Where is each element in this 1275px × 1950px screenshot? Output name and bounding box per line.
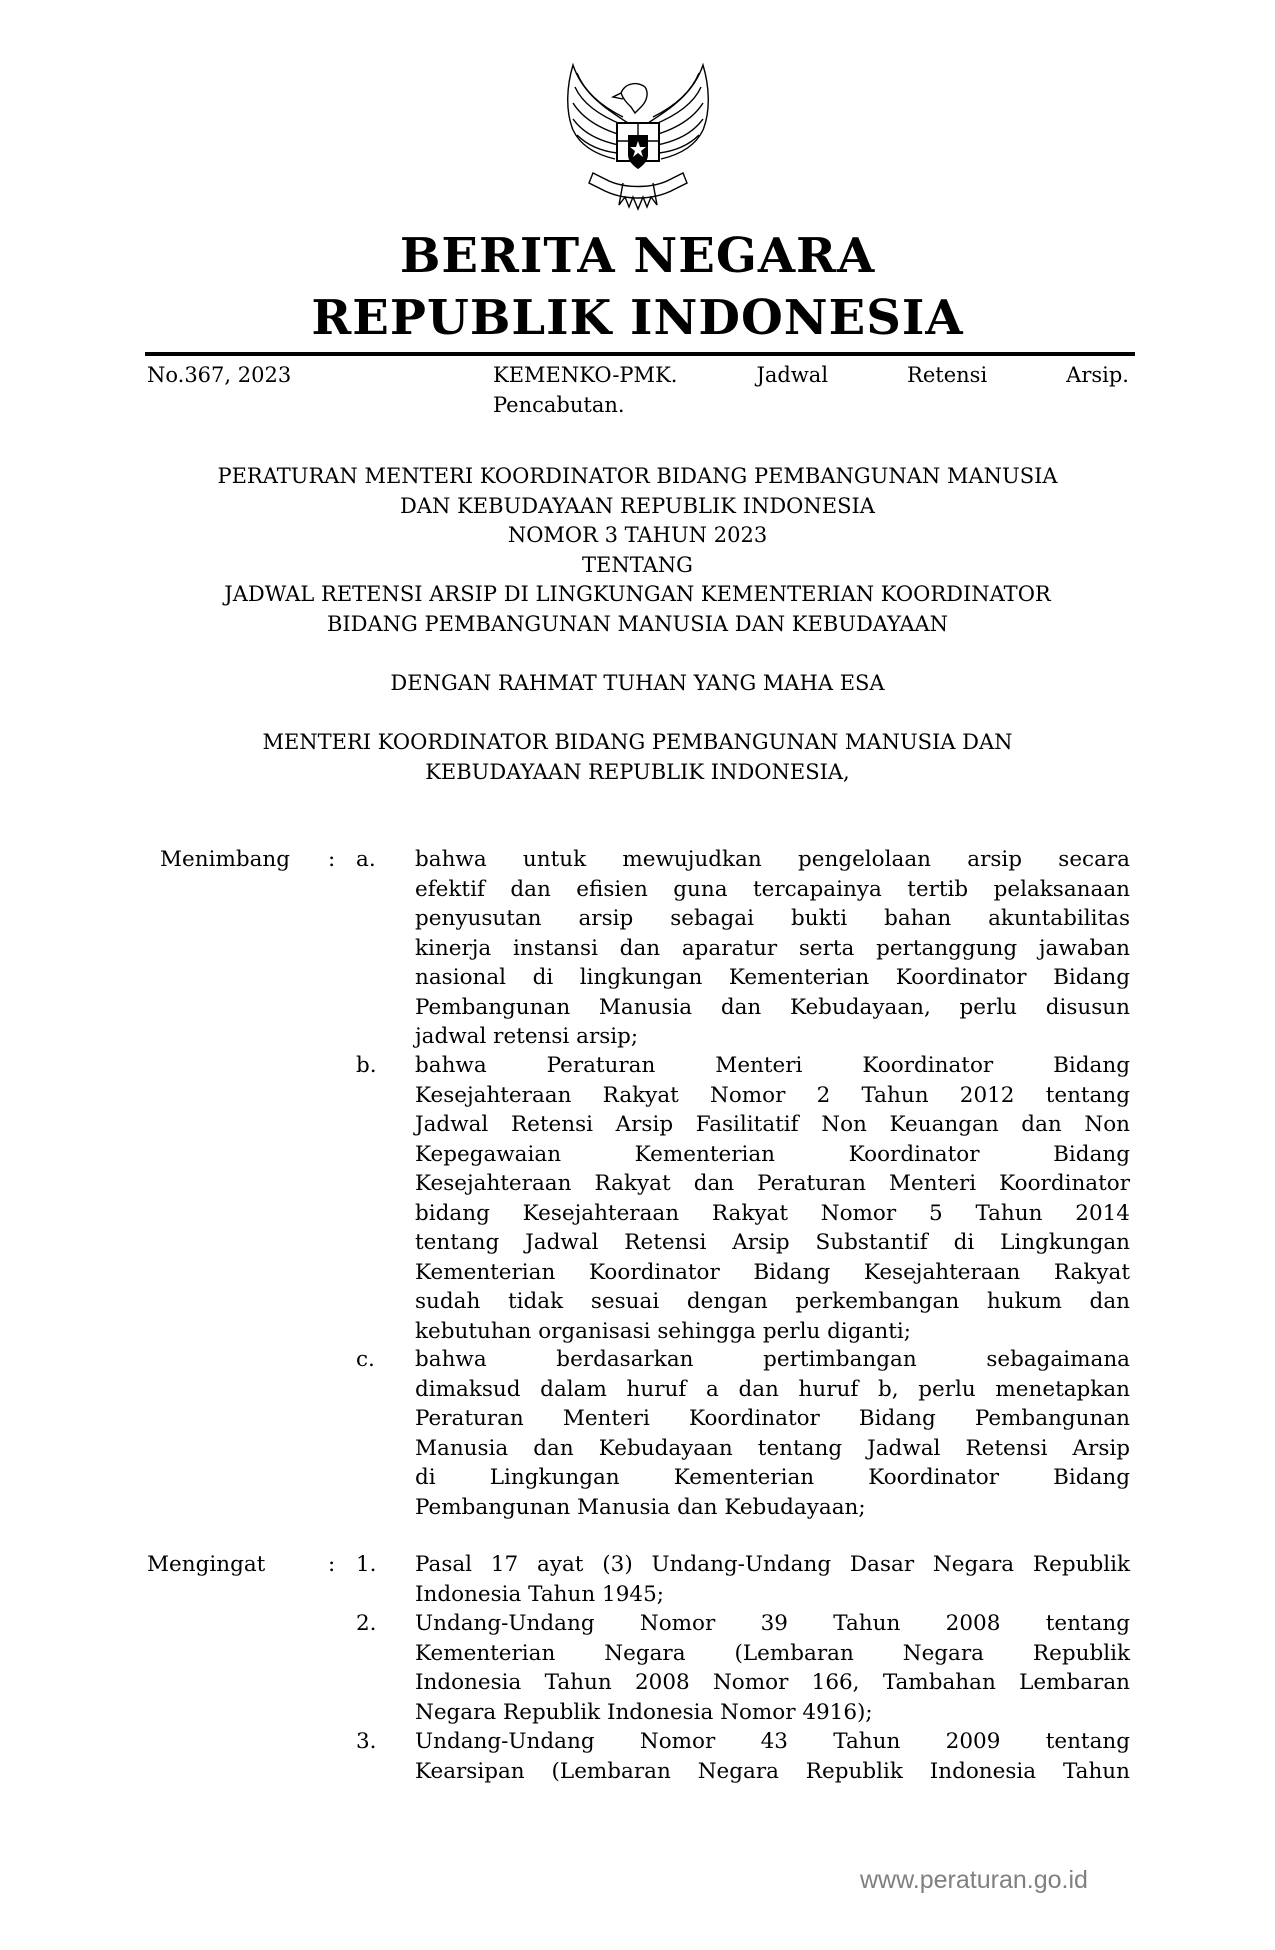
text-line: Kearsipan (Lembaran Negara Republik Indonesia Tahun [415, 1758, 1130, 1784]
garuda-emblem [553, 55, 723, 215]
text-line: Indonesia Tahun 1945; [415, 1581, 665, 1607]
text-line: Kesejahteraan Rakyat Nomor 2 Tahun 2012 tentang [415, 1082, 1130, 1108]
text-line: bahwa Peraturan Menteri Koordinator Bidang [415, 1053, 1130, 1078]
masthead-line-1: BERITA NEGARA [399, 228, 876, 284]
text-line: bidang Kesejahteraan Rakyat Nomor 5 Tahun 2014 [415, 1200, 1130, 1226]
text-line: Indonesia Tahun 2008 Nomor 166, Tambahan Lembaran [415, 1670, 1130, 1695]
title-line: DAN KEBUDAYAAN REPUBLIK INDONESIA [400, 493, 875, 518]
text-line: Peraturan Menteri Koordinator Bidang Pembangunan [415, 1406, 1130, 1431]
text-line: kebutuhan organisasi sehingga perlu diganti; [415, 1318, 911, 1344]
gazette-subject [493, 360, 1129, 420]
item-marker: 1. [356, 1552, 377, 1577]
item-marker: a. [356, 847, 376, 872]
text-line: bahwa untuk mewujudkan pengelolaan arsip secara [415, 847, 1130, 872]
minister-line: KEBUDAYAAN REPUBLIK INDONESIA, [425, 759, 850, 784]
footer-website-link[interactable]: www.peraturan.go.id [860, 1866, 1088, 1894]
masthead-rule-divider [145, 352, 1135, 356]
item-text [415, 1550, 1130, 1609]
text-line: nasional di lingkungan Kementerian Koordinator Bidang [415, 965, 1130, 990]
text-line: Pasal 17 ayat (3) Undang-Undang Dasar Negara Republik [415, 1552, 1130, 1577]
menimbang-label: Menimbang [160, 847, 291, 872]
text-line: jadwal retensi arsip; [415, 1024, 639, 1049]
text-line: sudah tidak sesuai dengan perkembangan hukum dan [415, 1289, 1130, 1314]
text-line: Undang-Undang Nomor 39 Tahun 2008 tentang [415, 1611, 1130, 1636]
masthead-line-2: REPUBLIK INDONESIA [311, 290, 964, 346]
title-line: JADWAL RETENSI ARSIP DI LINGKUNGAN KEMENTERIAN KOORDINATOR [224, 582, 1051, 606]
item-text [415, 1345, 1130, 1522]
subject-word: Arsip. [1066, 363, 1129, 387]
text-line: bahwa berdasarkan pertimbangan sebagaimana [415, 1347, 1130, 1372]
regulation-title [0, 462, 1275, 639]
title-line: TENTANG [582, 552, 693, 577]
text-line: Jadwal Retensi Arsip Fasilitatif Non Keuangan dan Non [415, 1112, 1130, 1137]
text-line: Pembangunan Manusia dan Kebudayaan, perlu disusun [415, 994, 1130, 1020]
text-line: Kepegawaian Kementerian Koordinator Bidang [415, 1141, 1130, 1167]
text-line: Pembangunan Manusia dan Kebudayaan; [415, 1494, 866, 1520]
minister-heading [0, 728, 1275, 787]
item-text [415, 1727, 1130, 1786]
text-line: efektif dan efisien guna tercapainya tertib pelaksanaan [415, 876, 1130, 902]
gazette-subject-line-2: Pencabutan. [493, 393, 625, 417]
text-line: Kesejahteraan Rakyat dan Peraturan Menteri Koordinator [415, 1171, 1130, 1196]
text-line: dimaksud dalam huruf a dan huruf b, perlu menetapkan [415, 1376, 1130, 1402]
text-line: Undang-Undang Nomor 43 Tahun 2009 tentang [415, 1729, 1130, 1754]
item-marker: c. [356, 1347, 375, 1372]
text-line: Kementerian Negara (Lembaran Negara Republik [415, 1640, 1130, 1666]
blessing-line: DENGAN RAHMAT TUHAN YANG MAHA ESA [390, 671, 885, 695]
item-marker: 2. [356, 1611, 377, 1636]
menimbang-colon: : [328, 847, 336, 872]
item-text [415, 1609, 1130, 1727]
text-line: penyusutan arsip sebagai bukti bahan akuntabilitas [415, 906, 1130, 931]
subject-word: KEMENKO-PMK. [493, 363, 678, 387]
item-text [415, 1051, 1130, 1346]
item-marker: b. [356, 1053, 377, 1078]
text-line: Negara Republik Indonesia Nomor 4916); [415, 1699, 873, 1725]
item-marker: 3. [356, 1729, 377, 1754]
title-line: NOMOR 3 TAHUN 2023 [507, 523, 768, 547]
mengingat-label: Mengingat [147, 1552, 266, 1577]
text-line: tentang Jadwal Retensi Arsip Substantif di Lingkungan [415, 1230, 1130, 1255]
title-line: BIDANG PEMBANGUNAN MANUSIA DAN KEBUDAYAAN [326, 611, 949, 636]
subject-word: Jadwal [756, 363, 829, 387]
gazette-number: No.367, 2023 [147, 363, 292, 387]
title-line: PERATURAN MENTERI KOORDINATOR BIDANG PEMBANGUNAN MANUSIA [217, 464, 1058, 488]
item-text [415, 845, 1130, 1052]
garuda-pancasila-emblem-icon [553, 55, 723, 215]
text-line: Manusia dan Kebudayaan tentang Jadwal Retensi Arsip [415, 1435, 1130, 1461]
subject-word: Retensi [907, 363, 988, 387]
minister-line: MENTERI KOORDINATOR BIDANG PEMBANGUNAN MANUSIA DAN [262, 730, 1013, 754]
text-line: Kementerian Koordinator Bidang Kesejahteraan Rakyat [415, 1259, 1130, 1285]
text-line: kinerja instansi dan aparatur serta pertanggung jawaban [415, 935, 1130, 961]
mengingat-colon: : [328, 1552, 336, 1577]
gazette-subject-line-1 [493, 360, 1129, 390]
text-line: di Lingkungan Kementerian Koordinator Bidang [415, 1465, 1130, 1490]
